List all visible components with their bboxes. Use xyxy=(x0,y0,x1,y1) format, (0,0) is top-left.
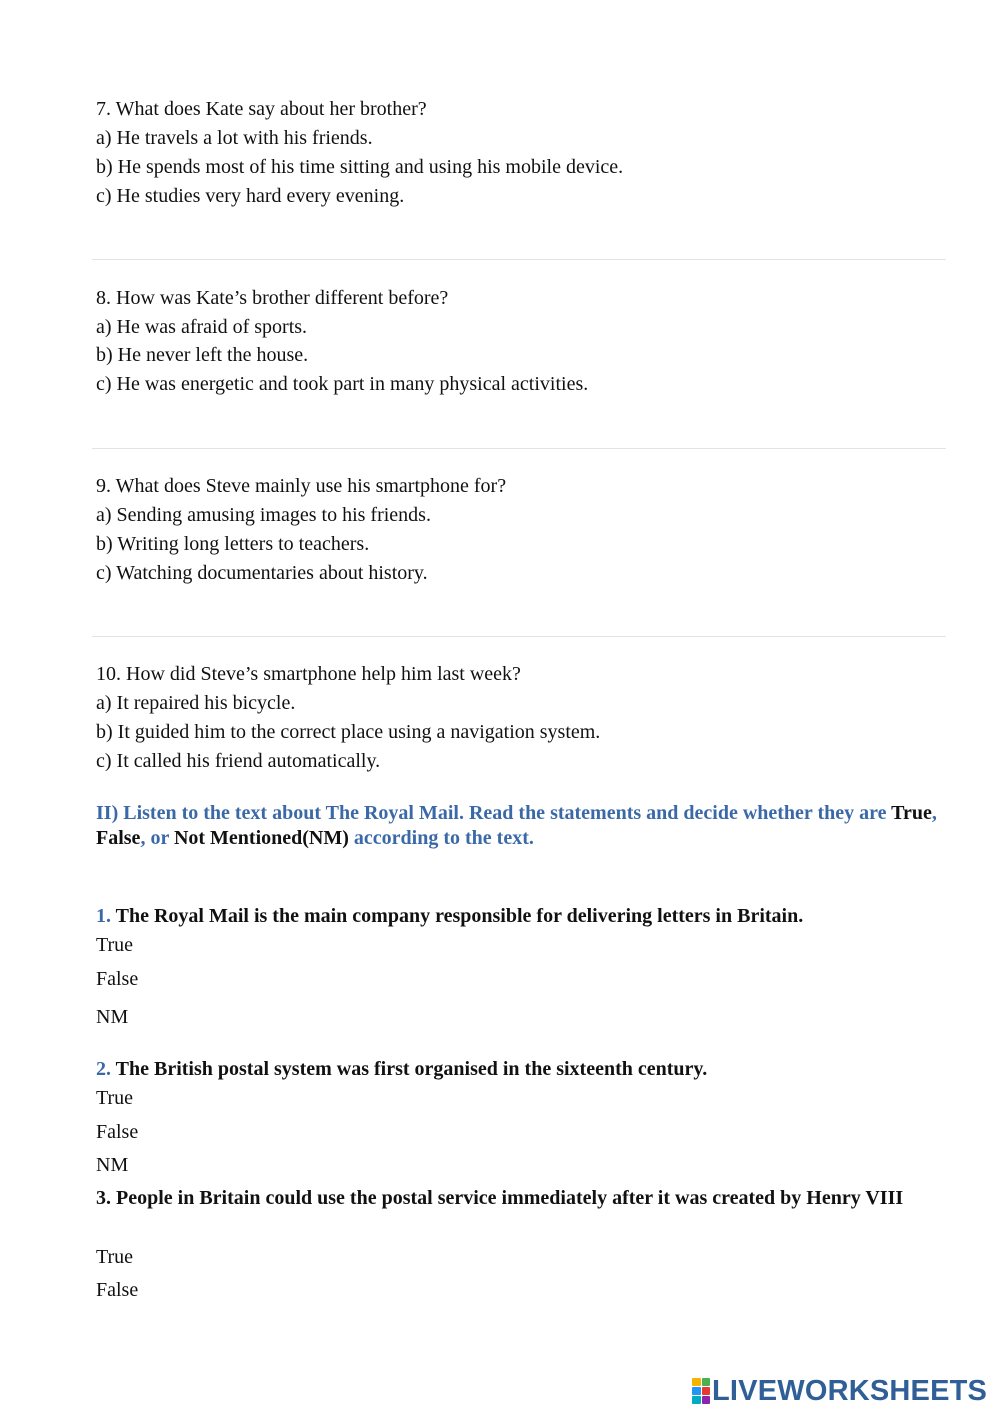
question-text: 8. How was Kate’s brother different before? xyxy=(96,287,449,309)
heading-separator: , xyxy=(931,802,937,824)
liveworksheets-logo xyxy=(692,1376,987,1406)
statement-number: 3. xyxy=(96,1187,111,1209)
heading-text: II) Listen to the text about The Royal Mail. Read the statements and decide whether they are xyxy=(96,802,892,824)
answer-false[interactable]: False xyxy=(96,1121,139,1143)
option-a[interactable]: a) He travels a lot with his friends. xyxy=(96,127,373,149)
logo-block xyxy=(702,1396,711,1404)
divider xyxy=(92,636,946,637)
answer-nm[interactable]: NM xyxy=(96,1006,129,1028)
keyword-not-mentioned: Not Mentioned(NM) xyxy=(173,827,349,849)
keyword-true: True xyxy=(891,802,932,824)
statement-number: 1. xyxy=(96,905,111,927)
answer-true[interactable]: True xyxy=(96,1087,134,1109)
question-text: 7. What does Kate say about her brother? xyxy=(96,98,427,120)
divider xyxy=(92,448,946,449)
logo-block xyxy=(702,1378,711,1386)
option-c[interactable]: c) It called his friend automatically. xyxy=(96,750,381,772)
option-c[interactable]: c) He was energetic and took part in many physical activities. xyxy=(96,373,589,395)
answer-false[interactable]: False xyxy=(96,968,139,990)
heading-separator: , or xyxy=(140,827,174,849)
statement-body: The British postal system was first organised in the sixteenth century. xyxy=(111,1058,708,1080)
logo-block xyxy=(692,1396,701,1404)
section-heading xyxy=(96,801,946,851)
answer-nm[interactable]: NM xyxy=(96,1154,129,1176)
option-b[interactable]: b) He never left the house. xyxy=(96,344,309,366)
heading-text-end: according to the text. xyxy=(348,827,534,849)
option-c[interactable]: c) He studies very hard every evening. xyxy=(96,185,405,207)
option-b[interactable]: b) Writing long letters to teachers. xyxy=(96,533,370,555)
option-b[interactable]: b) He spends most of his time sitting and using his mobile device. xyxy=(96,156,624,178)
answer-true[interactable]: True xyxy=(96,934,134,956)
statement-text xyxy=(96,1055,946,1084)
option-b[interactable]: b) It guided him to the correct place using a navigation system. xyxy=(96,721,601,743)
logo-text: LIVEWORKSHEETS xyxy=(712,1375,988,1407)
divider xyxy=(92,259,946,260)
statement-body: The Royal Mail is the main company responsible for delivering letters in Britain. xyxy=(111,905,804,927)
question-text: 9. What does Steve mainly use his smartphone for? xyxy=(96,475,507,497)
answer-false[interactable]: False xyxy=(96,1279,139,1301)
statement-body: People in Britain could use the postal service immediately after it was created by Henry VIII xyxy=(111,1187,904,1209)
statement-text xyxy=(96,1184,946,1213)
answer-true[interactable]: True xyxy=(96,1246,134,1268)
statement-text xyxy=(96,902,946,931)
logo-icon xyxy=(692,1378,710,1404)
option-c[interactable]: c) Watching documentaries about history. xyxy=(96,562,428,584)
logo-block xyxy=(702,1387,711,1395)
keyword-false: False xyxy=(96,827,141,849)
question-text: 10. How did Steve’s smartphone help him last week? xyxy=(96,663,521,685)
option-a[interactable]: a) It repaired his bicycle. xyxy=(96,692,296,714)
statement-number: 2. xyxy=(96,1058,111,1080)
option-a[interactable]: a) Sending amusing images to his friends. xyxy=(96,504,431,526)
logo-block xyxy=(692,1378,701,1386)
option-a[interactable]: a) He was afraid of sports. xyxy=(96,316,308,338)
logo-block xyxy=(692,1387,701,1395)
